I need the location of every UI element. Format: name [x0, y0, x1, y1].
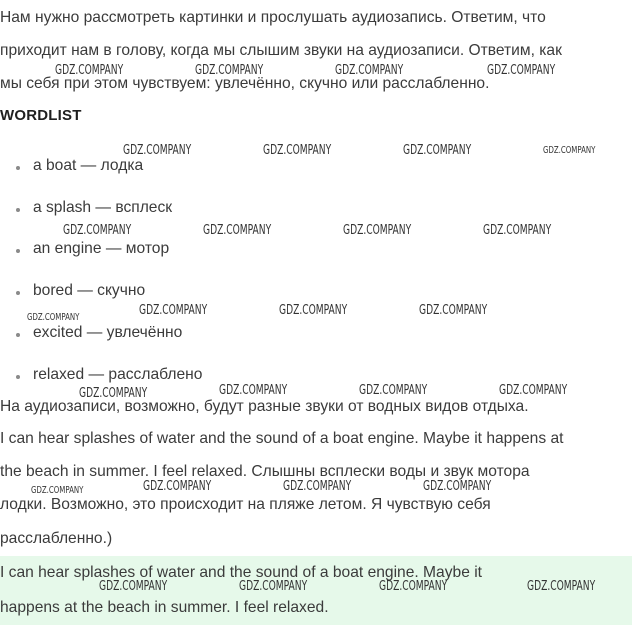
watermark: GDZ.COMPANY	[487, 63, 556, 78]
watermark: GDZ.COMPANY	[143, 479, 212, 494]
watermark: GDZ.COMPANY	[31, 485, 84, 496]
explanation-line-3: the beach in summer. I feel relaxed. Слышны всплески воды и звук мотора	[0, 463, 530, 480]
watermark: GDZ.COMPANY	[419, 303, 488, 318]
list-item: a splash — всплеск	[33, 199, 173, 216]
intro-line-3: мы себя при этом чувствуем: увлечённо, скучно или расслабленно.	[0, 75, 490, 92]
watermark: GDZ.COMPANY	[283, 479, 352, 494]
explanation-line-2: I can hear splashes of water and the sound of a boat engine. Maybe it happens at	[0, 430, 564, 447]
explanation-line-4: лодки. Возможно, это происходит на пляже летом. Я чувствую себя	[0, 496, 491, 513]
watermark: GDZ.COMPANY	[335, 63, 404, 78]
list-item: bored — скучно	[33, 282, 146, 299]
list-item: an engine — мотор	[33, 240, 170, 257]
bullet-icon	[16, 375, 20, 379]
watermark: GDZ.COMPANY	[483, 223, 552, 238]
watermark: GDZ.COMPANY	[203, 223, 272, 238]
intro-line-1: Нам нужно рассмотреть картинки и прослушать аудиозапись. Ответим, что	[0, 9, 546, 26]
watermark: GDZ.COMPANY	[99, 579, 168, 594]
watermark: GDZ.COMPANY	[139, 303, 208, 318]
watermark: GDZ.COMPANY	[219, 383, 288, 398]
watermark: GDZ.COMPANY	[379, 579, 448, 594]
watermark: GDZ.COMPANY	[195, 63, 264, 78]
watermark: GDZ.COMPANY	[79, 386, 148, 401]
watermark: GDZ.COMPANY	[27, 312, 80, 323]
watermark: GDZ.COMPANY	[123, 143, 192, 158]
watermark: GDZ.COMPANY	[423, 479, 492, 494]
watermark: GDZ.COMPANY	[239, 579, 308, 594]
answer-line-1: I can hear splashes of water and the sound of a boat engine. Maybe it	[0, 564, 482, 581]
watermark: GDZ.COMPANY	[499, 383, 568, 398]
watermark: GDZ.COMPANY	[63, 223, 132, 238]
wordlist-heading: WORDLIST	[0, 107, 82, 124]
watermark: GDZ.COMPANY	[279, 303, 348, 318]
watermark: GDZ.COMPANY	[403, 143, 472, 158]
watermark: GDZ.COMPANY	[359, 383, 428, 398]
intro-line-2: приходит нам в голову, когда мы слышим звуки на аудиозаписи. Ответим, как	[0, 42, 562, 59]
list-item: excited — увлечённо	[33, 324, 183, 341]
bullet-icon	[16, 291, 20, 295]
watermark: GDZ.COMPANY	[263, 143, 332, 158]
watermark: GDZ.COMPANY	[55, 63, 124, 78]
list-item: a boat — лодка	[33, 157, 144, 174]
explanation-line-5: расслабленно.)	[0, 530, 113, 547]
bullet-icon	[16, 333, 20, 337]
bullet-icon	[16, 166, 20, 170]
bullet-icon	[16, 208, 20, 212]
watermark: GDZ.COMPANY	[543, 145, 596, 156]
bullet-icon	[16, 249, 20, 253]
answer-line-2: happens at the beach in summer. I feel relaxed.	[0, 599, 329, 616]
explanation-line-1: На аудиозаписи, возможно, будут разные звуки от водных видов отдыха.	[0, 398, 529, 415]
watermark: GDZ.COMPANY	[343, 223, 412, 238]
watermark: GDZ.COMPANY	[527, 579, 596, 594]
list-item: relaxed — расслаблено	[33, 366, 203, 383]
